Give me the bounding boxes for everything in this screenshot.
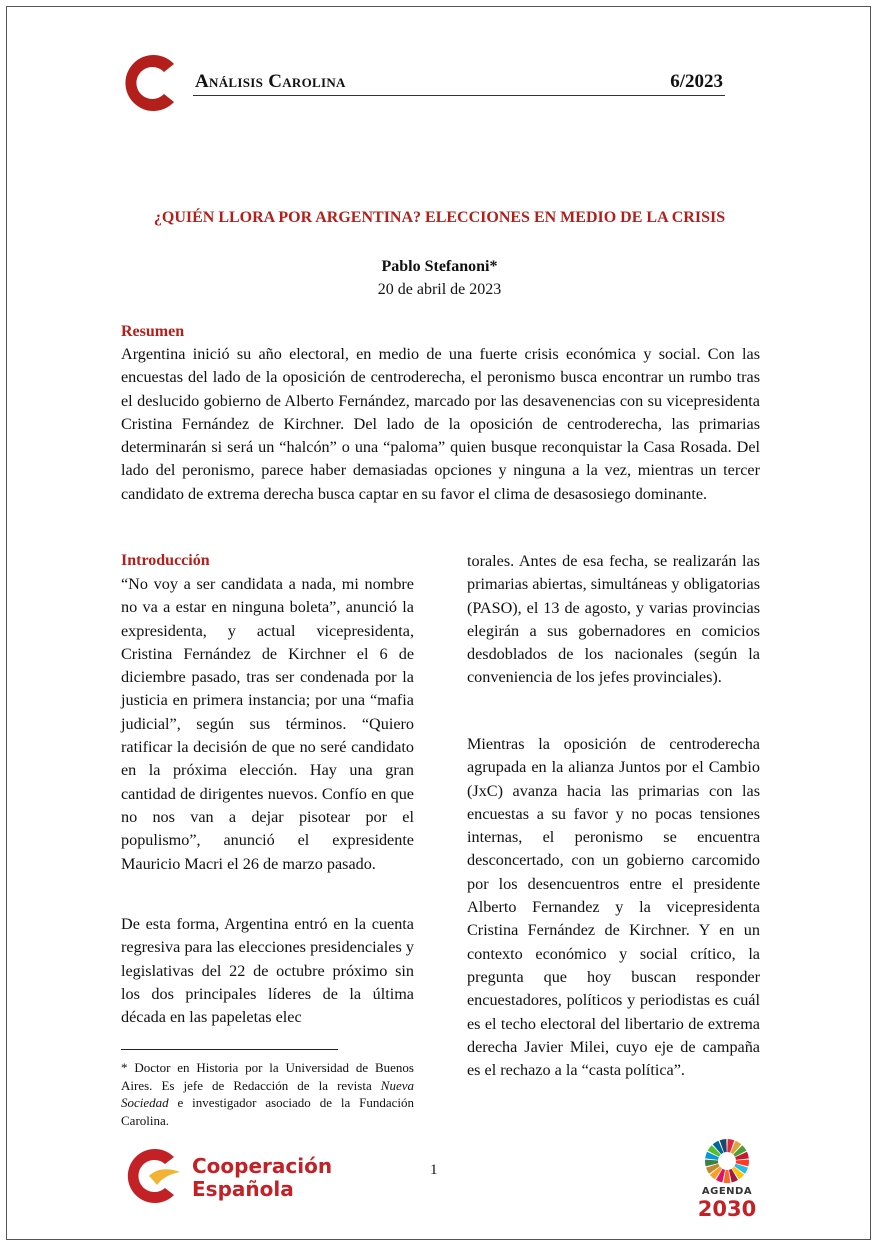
footnote	[121, 1059, 414, 1129]
footnote-text-2: e investigador asociado de la Fundación Carolina.	[121, 1095, 414, 1128]
header-issue-number: 6/2023	[670, 71, 723, 92]
cooperacion-wordmark	[192, 1155, 332, 1201]
resumen-text: Argentina inició su año electoral, en medio de una fuerte crisis económica y social. Con las encuestas del lado de la oposición de centroderecha, el peronismo busca encontrar un rumbo tras el deslucido gobierno de Alberto Fernández, marcado por las desavenencias con su vicepresidenta Cristina Fernández de Kirchner. Del lado de la oposición de centroderecha, las primarias determinarán si será un “halcón” o una “paloma” quien busque reconquistar la Casa Rosada. Del lado del peronismo, parece haber demasiadas opciones y ninguna a la vez, mientras un tercer candidato de extrema derecha busca captar en su favor el clima de desasosiego dominante.	[121, 345, 760, 503]
footnote-journal-name: Nueva Sociedad	[121, 1077, 414, 1111]
intro-right-paragraph-2: Mientras la oposición de centroderecha agrupada en la alianza Juntos por el Cambio (JxC) avanza hacia las primarias con las encuestas a su favor y no pocas tensiones internas, el peronismo se encuentra desconcertado, con un gobierno carcomido por los desencuentros entre el presidente Alberto Fernandez y la vicepresidenta Cristina Fernández de Kirchner. Y en un contexto económico y social crítico, la pregunta que hoy buscan responder encuestadores, políticos y periodistas es cuál es el techo electoral del libertario de extrema derecha Javier Milei, cuyo eje de campaña es el rechazo a la “casta política”.	[467, 735, 760, 1080]
coop-line-1: Cooperación	[192, 1154, 333, 1178]
intro-left-paragraph-2: De esta forma, Argentina entró en la cuenta regresiva para las elecciones presidenciales y legislativas del 22 de octubre próximo sin los dos principales líderes de la última década en las papeletas elec	[121, 915, 414, 1027]
agenda-year: 2030	[697, 1197, 757, 1221]
document-author: Pablo Stefanoni*	[381, 258, 498, 275]
cooperacion-logo-icon	[124, 1145, 182, 1207]
resumen-heading: Resumen	[121, 323, 185, 340]
agenda-label: AGENDA	[701, 1186, 753, 1197]
header-rule	[193, 95, 725, 96]
footnote-text-1: * Doctor en Historia por la Universidad de Buenos Aires. Es jefe de Redacción de la revista	[121, 1060, 414, 1093]
document-date: 20 de abril de 2023	[377, 281, 502, 298]
document-title: ¿QUIÉN LLORA POR ARGENTINA? ELECCIONES EN MEDIO DE LA CRISIS	[153, 209, 726, 226]
header-title: Análisis Carolina	[195, 71, 346, 92]
introduccion-heading: Introducción	[121, 552, 210, 569]
intro-right-paragraph-1: torales. Antes de esa fecha, se realizarán las primarias abiertas, simultáneas y obligatorias (PASO), el 13 de agosto, y varias provincias elegirán a sus gobernadores en comicios desdoblados de los nacionales (según la conveniencia de los jefes provinciales).	[467, 552, 760, 687]
sdg-wheel-icon	[704, 1138, 750, 1184]
coop-line-2: Española	[192, 1177, 294, 1201]
intro-left-paragraph-1: “No voy a ser candidata a nada, mi nombre no va a estar en ninguna boleta”, anunció la expresidenta, y actual vicepresidenta, Cristina Fernández de Kirchner el 6 de diciembre pasado, tras ser condenada por la justicia en primera instancia; por una “mafia judicial”, según sus términos. “Quiero ratificar la decisión de que no seré candidato en la próxima elección. Hay una gran cantidad de dirigentes nuevos. Confío en que no nos van a dejar pisotear por el populismo”, anunció el expresidente Mauricio Macri el 26 de marzo pasado.	[121, 575, 414, 873]
page-number: 1	[430, 1162, 438, 1178]
footnote-rule	[121, 1049, 338, 1050]
carolina-logo-icon	[122, 50, 182, 116]
